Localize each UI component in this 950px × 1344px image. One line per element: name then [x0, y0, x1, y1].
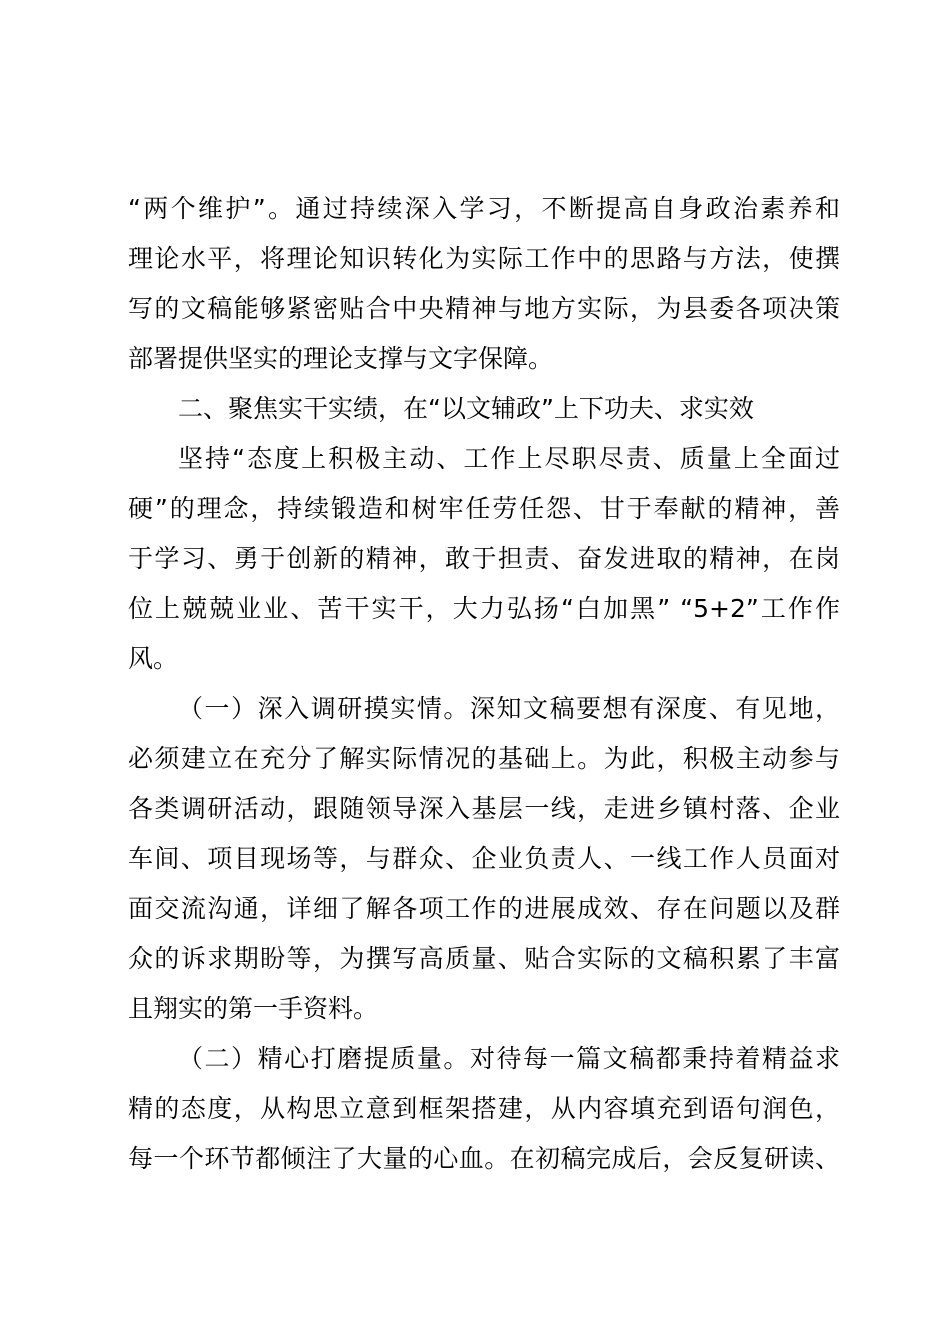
body-line: 写的文稿能够紧密贴合中央精神与地方实际，为县委各项决策	[128, 294, 840, 323]
body-line: 必须建立在充分了解实际情况的基础上。为此，积极主动参与	[128, 744, 840, 773]
body-line: 风。	[128, 644, 179, 673]
body-line: 面交流沟通，详细了解各项工作的进展成效、存在问题以及群	[128, 894, 840, 923]
body-line: 于学习、勇于创新的精神，敢于担责、奋发进取的精神，在岗	[128, 544, 840, 573]
body-line: “两个维护”。通过持续深入学习，不断提高自身政治素养和	[128, 194, 840, 223]
document-body	[128, 184, 840, 1184]
body-line: 坚持“态度上积极主动、工作上尽职尽责、质量上全面过	[178, 444, 840, 473]
body-line: 众的诉求期盼等，为撰写高质量、贴合实际的文稿积累了丰富	[128, 944, 840, 973]
body-line: 精的态度，从构思立意到框架搭建，从内容填充到语句润色，	[128, 1094, 840, 1123]
body-line: 各类调研活动，跟随领导深入基层一线，走进乡镇村落、企业	[128, 794, 840, 823]
subsection-line: （一）深入调研摸实情。深知文稿要想有深度、有见地，	[178, 694, 840, 723]
body-line: 车间、项目现场等，与群众、企业负责人、一线工作人员面对	[128, 844, 840, 873]
body-line: 且翔实的第一手资料。	[128, 994, 379, 1023]
section-heading: 二、聚焦实干实绩，在“以文辅政”上下功夫、求实效	[178, 394, 754, 423]
body-line: 位上兢兢业业、苦干实干，大力弘扬“白加黑” “5+2”工作作	[128, 594, 840, 623]
body-line: 硬”的理念，持续锻造和树牢任劳任怨、甘于奉献的精神，善	[128, 494, 840, 523]
subsection-line: （二）精心打磨提质量。对待每一篇文稿都秉持着精益求	[178, 1044, 840, 1073]
body-line: 每一个环节都倾注了大量的心血。在初稿完成后，会反复研读、	[128, 1144, 840, 1173]
body-line: 部署提供坚实的理论支撑与文字保障。	[128, 344, 554, 373]
body-line: 理论水平，将理论知识转化为实际工作中的思路与方法，使撰	[128, 244, 840, 273]
